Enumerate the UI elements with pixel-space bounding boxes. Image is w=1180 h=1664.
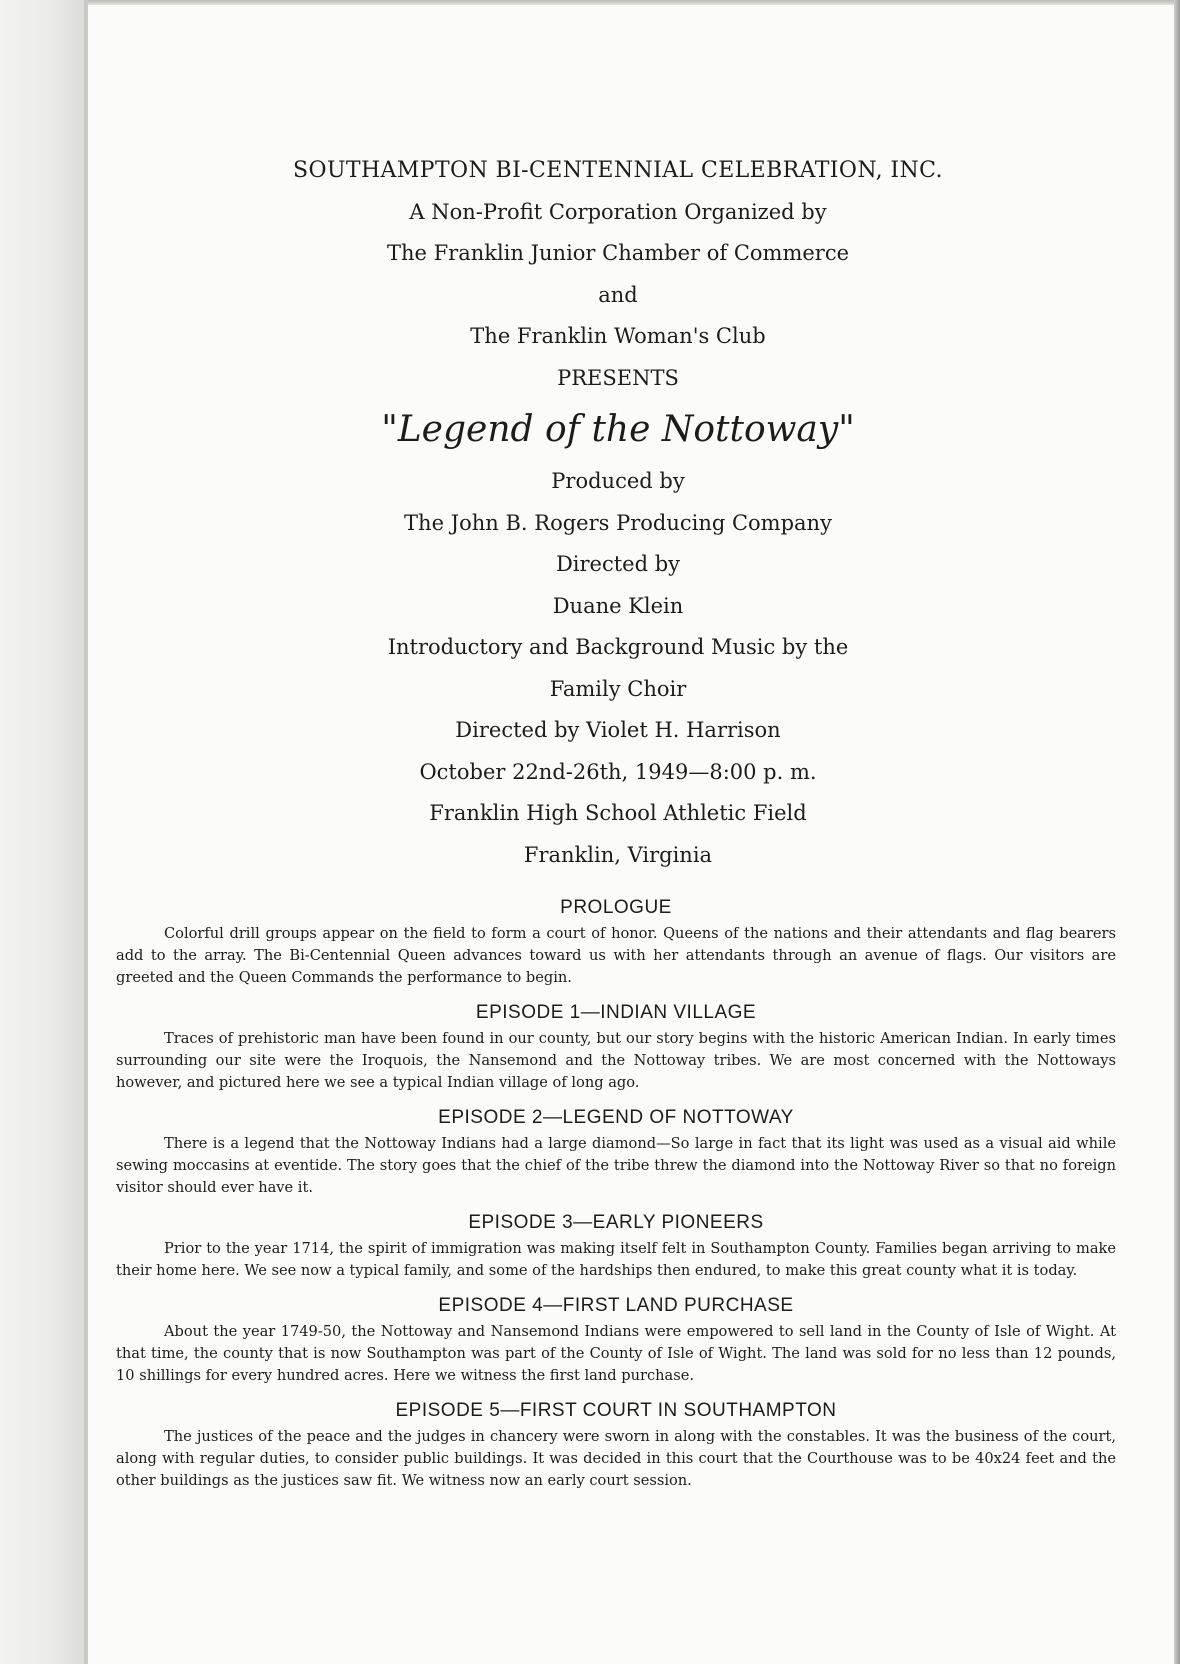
organizer-womans-club: The Franklin Woman's Club bbox=[470, 324, 766, 348]
show-title: "Legend of the Nottoway" bbox=[381, 409, 855, 450]
program-header bbox=[88, 150, 1148, 876]
section-episode-2 bbox=[116, 1103, 1116, 1199]
section-episode-1 bbox=[116, 998, 1116, 1094]
presents-label: PRESENTS bbox=[557, 365, 679, 390]
section-heading: EPISODE 3—EARLY PIONEERS bbox=[468, 1212, 764, 1233]
section-text: There is a legend that the Nottoway Indians had a large diamond—So large in fact that its light was used as a visual aid while sewing moccasins at eventide. The story goes that the chief of the tribe threw the diamond into the Nottoway River so that no foreign visitor should ever have it. bbox=[116, 1135, 1116, 1196]
section-prologue bbox=[116, 893, 1116, 989]
music-credit-label: Introductory and Background Music by the bbox=[387, 635, 849, 659]
produced-by-label: Produced by bbox=[551, 469, 685, 493]
section-text: Prior to the year 1714, the spirit of immigration was making itself felt in Southampton County. Families began arriving to make their home here. We see now a typical family, and some of the hardships then endured, to make this great county what it is today. bbox=[116, 1240, 1116, 1279]
scan-right-edge bbox=[1174, 0, 1180, 1664]
organizer-conjunction: and bbox=[598, 282, 638, 307]
producer-name: The John B. Rogers Producing Company bbox=[404, 510, 832, 535]
section-heading: PROLOGUE bbox=[560, 897, 672, 918]
section-text: About the year 1749-50, the Nottoway and Nansemond Indians were empowered to sell land in the County of Isle of Wight. At that time, the county that is now Southampton was part of the County of Isle of Wight. The land was sold for no less than 12 pounds, 10 shillings for every hundred acres. Here we witness the first land purchase. bbox=[116, 1323, 1116, 1384]
section-heading: EPISODE 2—LEGEND OF NOTTOWAY bbox=[438, 1107, 794, 1128]
program-body bbox=[116, 893, 1116, 1492]
organizer-chamber: The Franklin Junior Chamber of Commerce bbox=[386, 241, 850, 265]
section-heading: EPISODE 4—FIRST LAND PURCHASE bbox=[438, 1295, 794, 1316]
organization-name: SOUTHAMPTON BI-CENTENNIAL CELEBRATION, INC. bbox=[293, 158, 943, 183]
section-heading: EPISODE 1—INDIAN VILLAGE bbox=[475, 1002, 757, 1023]
scan-left-margin bbox=[0, 0, 86, 1664]
directed-by-label: Directed by bbox=[555, 552, 681, 576]
organization-subtitle: A Non-Profit Corporation Organized by bbox=[409, 199, 827, 224]
program-page bbox=[88, 5, 1174, 1664]
section-text: Traces of prehistoric man have been found in our county, but our story begins with the historic American Indian. In early times surrounding our site were the Iroquois, the Nansemond and the Nottoway tribes. We are most concerned with the Nottoways however, and pictured here we see a typical Indian village of long ago. bbox=[116, 1030, 1116, 1091]
section-text: Colorful drill groups appear on the field to form a court of honor. Queens of the nations and their attendants and flag bearers add to the array. The Bi-Centennial Queen advances toward us with her attendants through an avenue of flags. Our visitors are greeted and the Queen Commands the performance to begin. bbox=[116, 925, 1116, 986]
section-episode-4 bbox=[116, 1291, 1116, 1387]
section-heading: EPISODE 5—FIRST COURT IN SOUTHAMPTON bbox=[395, 1400, 837, 1421]
section-text: The justices of the peace and the judges in chancery were sworn in along with the constables. It was the business of the court, along with regular duties, to consider public buildings. It was decided in this court that the Courthouse was to be 40x24 feet and the other buildings as the justices saw fit. We witness now an early court session. bbox=[116, 1428, 1116, 1489]
section-episode-3 bbox=[116, 1208, 1116, 1282]
section-episode-5 bbox=[116, 1396, 1116, 1492]
choir-name: Family Choir bbox=[549, 676, 687, 701]
performance-location: Franklin, Virginia bbox=[523, 842, 713, 867]
director-name: Duane Klein bbox=[552, 593, 684, 618]
choir-director: Directed by Violet H. Harrison bbox=[455, 718, 781, 742]
performance-venue: Franklin High School Athletic Field bbox=[429, 801, 807, 825]
performance-dates: October 22nd-26th, 1949—8:00 p. m. bbox=[419, 759, 817, 784]
